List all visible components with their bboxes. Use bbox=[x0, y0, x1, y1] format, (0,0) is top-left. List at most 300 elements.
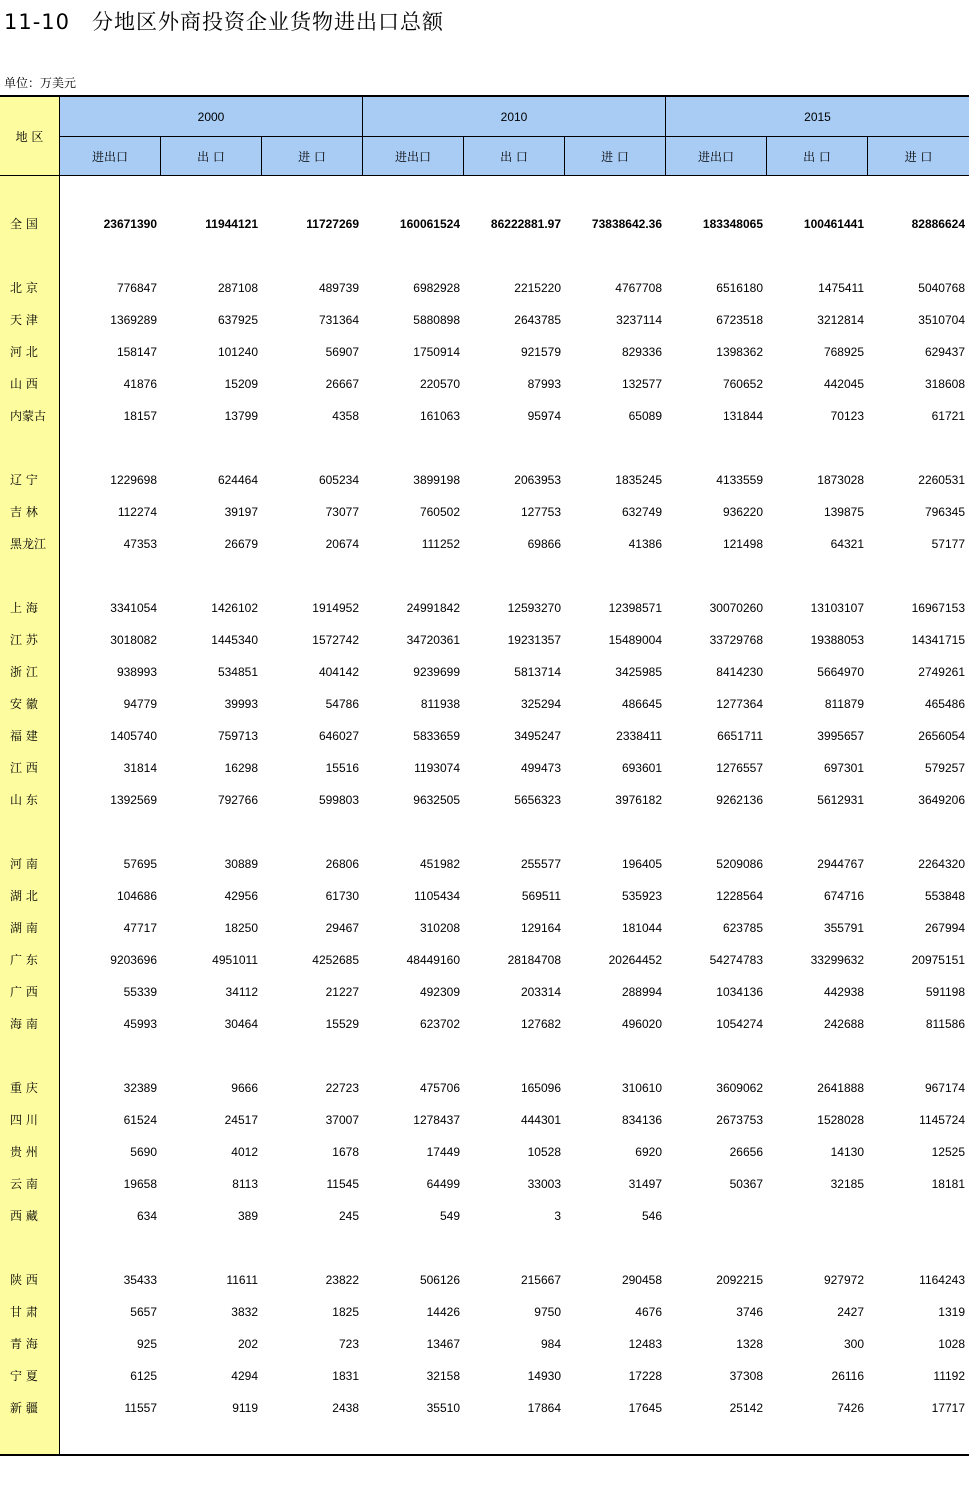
table-cell: 50367 bbox=[729, 1177, 763, 1191]
table-cell: 65089 bbox=[628, 409, 662, 423]
table-cell: 15489004 bbox=[608, 633, 662, 647]
table-cell: 4767708 bbox=[615, 281, 662, 295]
table-cell: 2749261 bbox=[918, 665, 965, 679]
table-cell: 30464 bbox=[224, 1017, 258, 1031]
table-cell: 760652 bbox=[722, 377, 763, 391]
table-cell: 95974 bbox=[527, 409, 561, 423]
region-name: 重 庆 bbox=[10, 1081, 38, 1095]
region-name: 福 建 bbox=[10, 729, 38, 743]
table-cell: 486645 bbox=[621, 697, 662, 711]
table-cell: 697301 bbox=[823, 761, 864, 775]
table-cell: 925 bbox=[136, 1337, 157, 1351]
table-cell: 1825 bbox=[332, 1305, 359, 1319]
region-name: 上 海 bbox=[10, 601, 38, 615]
table-cell: 1145724 bbox=[919, 1113, 965, 1127]
table-cell: 1229698 bbox=[110, 473, 157, 487]
table-cell: 776847 bbox=[116, 281, 157, 295]
table-row bbox=[0, 1200, 969, 1232]
table-row bbox=[0, 304, 969, 336]
table-cell: 921579 bbox=[520, 345, 561, 359]
table-cell: 3609062 bbox=[716, 1081, 763, 1095]
table-cell: 2215220 bbox=[514, 281, 561, 295]
region-name: 江 西 bbox=[10, 761, 38, 775]
table-cell: 15209 bbox=[224, 377, 258, 391]
table-cell: 26806 bbox=[325, 857, 359, 871]
table-cell: 811938 bbox=[420, 697, 460, 711]
table-row bbox=[0, 1328, 969, 1360]
table-cell: 9203696 bbox=[110, 953, 157, 967]
region-name: 黑龙江 bbox=[10, 537, 47, 551]
table-row bbox=[0, 272, 969, 304]
table-cell: 4133559 bbox=[716, 473, 763, 487]
table-cell: 158147 bbox=[116, 345, 157, 359]
table-cell: 104686 bbox=[116, 889, 157, 903]
table-cell: 6516180 bbox=[716, 281, 763, 295]
table-cell: 1445340 bbox=[211, 633, 258, 647]
table-cell: 203314 bbox=[520, 985, 561, 999]
table-cell: 202 bbox=[237, 1337, 258, 1351]
subheader-export: 出 口 bbox=[767, 137, 868, 176]
table-cell: 33299632 bbox=[810, 953, 864, 967]
table-cell: 475706 bbox=[419, 1081, 460, 1095]
table-cell: 300 bbox=[843, 1337, 864, 1351]
table-cell: 1277364 bbox=[716, 697, 763, 711]
table-cell: 13103107 bbox=[810, 601, 864, 615]
year-header-2010: 2010 bbox=[363, 97, 666, 137]
table-cell: 3832 bbox=[231, 1305, 258, 1319]
table-cell: 28184708 bbox=[507, 953, 561, 967]
table-cell: 2427 bbox=[837, 1305, 864, 1319]
table-cell: 32158 bbox=[426, 1369, 460, 1383]
table-cell: 442938 bbox=[823, 985, 864, 999]
table-cell: 86222881.97 bbox=[490, 217, 561, 231]
table-cell: 811586 bbox=[925, 1017, 965, 1031]
table-cell: 1475411 bbox=[818, 281, 864, 295]
region-name: 内蒙古 bbox=[10, 409, 47, 423]
table-cell: 19658 bbox=[123, 1177, 157, 1191]
table-cell: 12593270 bbox=[507, 601, 561, 615]
table-cell: 100461441 bbox=[803, 217, 864, 231]
year-header-2015: 2015 bbox=[666, 97, 969, 137]
table-cell: 1193074 bbox=[414, 761, 460, 775]
table-cell: 1750914 bbox=[413, 345, 460, 359]
region-name: 江 苏 bbox=[10, 633, 38, 647]
table-cell: 19388053 bbox=[810, 633, 864, 647]
table-cell: 12525 bbox=[931, 1145, 965, 1159]
table-cell: 11944121 bbox=[205, 217, 258, 231]
table-cell: 64321 bbox=[830, 537, 864, 551]
table-cell: 569511 bbox=[521, 889, 561, 903]
table-cell: 57177 bbox=[931, 537, 965, 551]
table-cell: 3018082 bbox=[110, 633, 157, 647]
region-name: 海 南 bbox=[10, 1017, 38, 1031]
table-cell: 12483 bbox=[628, 1337, 662, 1351]
table-cell: 33003 bbox=[527, 1177, 561, 1191]
table-cell: 2641888 bbox=[817, 1081, 864, 1095]
table-cell: 465486 bbox=[924, 697, 965, 711]
table-cell: 17645 bbox=[628, 1401, 662, 1415]
region-name: 宁 夏 bbox=[10, 1369, 38, 1383]
table-cell: 131844 bbox=[722, 409, 763, 423]
table-cell: 1278437 bbox=[413, 1113, 460, 1127]
table-cell: 2438 bbox=[332, 1401, 359, 1415]
table-cell: 121498 bbox=[722, 537, 763, 551]
table-cell: 127682 bbox=[520, 1017, 561, 1031]
table-cell: 11557 bbox=[124, 1401, 157, 1415]
table-cell: 591198 bbox=[925, 985, 965, 999]
table-cell: 731364 bbox=[318, 313, 359, 327]
table-cell: 101240 bbox=[217, 345, 258, 359]
table-cell: 22723 bbox=[325, 1081, 359, 1095]
table-row bbox=[0, 528, 969, 560]
region-name: 北 京 bbox=[10, 281, 38, 295]
table-cell: 2264320 bbox=[918, 857, 965, 871]
table-cell: 18181 bbox=[931, 1177, 965, 1191]
table-cell: 325294 bbox=[520, 697, 561, 711]
table-cell: 37007 bbox=[325, 1113, 359, 1127]
table-cell: 3649206 bbox=[918, 793, 965, 807]
table-row bbox=[0, 1104, 969, 1136]
table-cell: 32185 bbox=[830, 1177, 864, 1191]
table-cell: 25142 bbox=[729, 1401, 763, 1415]
table-row bbox=[0, 656, 969, 688]
table-cell: 496020 bbox=[621, 1017, 662, 1031]
table-cell: 3495247 bbox=[514, 729, 561, 743]
table-cell: 6723518 bbox=[716, 313, 763, 327]
table-cell: 1678 bbox=[332, 1145, 359, 1159]
table-cell: 674716 bbox=[823, 889, 864, 903]
table-cell: 288994 bbox=[621, 985, 662, 999]
table-cell: 1528028 bbox=[817, 1113, 864, 1127]
table-cell: 2063953 bbox=[514, 473, 561, 487]
table-cell: 759713 bbox=[217, 729, 258, 743]
table-cell: 11727269 bbox=[306, 217, 359, 231]
table-cell: 18157 bbox=[123, 409, 157, 423]
table-cell: 5209086 bbox=[716, 857, 763, 871]
table-title: 分地区外商投资企业货物进出口总额 bbox=[92, 10, 445, 34]
table-cell: 24991842 bbox=[406, 601, 460, 615]
table-cell: 12398571 bbox=[608, 601, 662, 615]
table-row bbox=[0, 1392, 969, 1424]
table-cell: 1028 bbox=[938, 1337, 965, 1351]
table-cell: 534851 bbox=[217, 665, 258, 679]
table-cell: 82886624 bbox=[911, 217, 965, 231]
subheader-total: 进出口 bbox=[363, 137, 464, 176]
table-cell: 936220 bbox=[722, 505, 763, 519]
table-row bbox=[0, 1360, 969, 1392]
table-cell: 489739 bbox=[318, 281, 359, 295]
table-cell: 634 bbox=[136, 1209, 157, 1223]
table-cell: 5040768 bbox=[918, 281, 965, 295]
table-cell: 811879 bbox=[824, 697, 864, 711]
table-row bbox=[0, 368, 969, 400]
table-cell: 967174 bbox=[924, 1081, 965, 1095]
region-name: 青 海 bbox=[10, 1337, 38, 1351]
table-cell: 17449 bbox=[426, 1145, 460, 1159]
table-cell: 61524 bbox=[123, 1113, 157, 1127]
table-cell: 4676 bbox=[635, 1305, 662, 1319]
table-cell: 32389 bbox=[123, 1081, 157, 1095]
table-cell: 287108 bbox=[217, 281, 258, 295]
table-cell: 267994 bbox=[924, 921, 965, 935]
table-cell: 35510 bbox=[426, 1401, 460, 1415]
table-cell: 47717 bbox=[123, 921, 157, 935]
table-cell: 9666 bbox=[231, 1081, 258, 1095]
region-name: 广 东 bbox=[10, 953, 38, 967]
table-cell: 2673753 bbox=[716, 1113, 763, 1127]
table-row bbox=[0, 1136, 969, 1168]
region-name: 四 川 bbox=[10, 1113, 38, 1127]
subheader-total: 进出口 bbox=[60, 137, 161, 176]
table-row bbox=[0, 496, 969, 528]
table-cell: 1405740 bbox=[110, 729, 157, 743]
table-row bbox=[0, 944, 969, 976]
table-cell: 938993 bbox=[116, 665, 157, 679]
table-cell: 1572742 bbox=[312, 633, 359, 647]
table-cell: 181044 bbox=[621, 921, 662, 935]
table-cell: 723 bbox=[338, 1337, 359, 1351]
table-cell: 6982928 bbox=[413, 281, 460, 295]
table-cell: 64499 bbox=[426, 1177, 460, 1191]
table-cell: 4358 bbox=[332, 409, 359, 423]
subheader-import: 进 口 bbox=[565, 137, 666, 176]
table-cell: 6920 bbox=[635, 1145, 662, 1159]
table-cell: 3976182 bbox=[615, 793, 662, 807]
table-cell: 11611 bbox=[226, 1273, 258, 1287]
table-cell: 2092215 bbox=[716, 1273, 763, 1287]
table-cell: 7426 bbox=[837, 1401, 864, 1415]
table-cell: 41386 bbox=[628, 537, 662, 551]
table-row bbox=[0, 1168, 969, 1200]
table-row-total bbox=[0, 208, 969, 240]
data-table bbox=[0, 95, 969, 1456]
table-cell: 404142 bbox=[318, 665, 359, 679]
table-cell: 5612931 bbox=[817, 793, 864, 807]
region-name: 西 藏 bbox=[10, 1209, 38, 1223]
region-name: 吉 林 bbox=[10, 505, 38, 519]
table-cell: 161063 bbox=[419, 409, 460, 423]
table-cell: 41876 bbox=[123, 377, 157, 391]
region-name: 陕 西 bbox=[10, 1273, 38, 1287]
table-cell: 3212814 bbox=[817, 313, 864, 327]
table-cell: 3341054 bbox=[110, 601, 157, 615]
region-name: 辽 宁 bbox=[10, 473, 38, 487]
table-cell: 5664970 bbox=[817, 665, 864, 679]
table-cell: 506126 bbox=[419, 1273, 460, 1287]
table-cell: 9119 bbox=[232, 1401, 258, 1415]
table-cell: 4012 bbox=[231, 1145, 258, 1159]
table-cell: 1105434 bbox=[414, 889, 460, 903]
page-title bbox=[4, 6, 444, 36]
table-cell: 29467 bbox=[325, 921, 359, 935]
table-cell: 5880898 bbox=[413, 313, 460, 327]
table-cell: 39993 bbox=[224, 697, 258, 711]
table-cell: 16298 bbox=[224, 761, 258, 775]
table-cell: 215667 bbox=[520, 1273, 561, 1287]
year-header-2000: 2000 bbox=[60, 97, 363, 137]
table-cell: 1835245 bbox=[615, 473, 662, 487]
table-cell: 3425985 bbox=[615, 665, 662, 679]
region-name: 河 北 bbox=[10, 345, 38, 359]
region-name: 天 津 bbox=[10, 313, 38, 327]
table-cell: 127753 bbox=[520, 505, 561, 519]
table-cell: 3 bbox=[554, 1209, 561, 1223]
table-cell: 624464 bbox=[217, 473, 258, 487]
table-cell: 34720361 bbox=[406, 633, 460, 647]
table-cell: 1164243 bbox=[919, 1273, 965, 1287]
table-cell: 139875 bbox=[823, 505, 864, 519]
table-cell: 451982 bbox=[419, 857, 460, 871]
table-cell: 599803 bbox=[318, 793, 359, 807]
table-cell: 13799 bbox=[224, 409, 258, 423]
table-cell: 14341715 bbox=[911, 633, 965, 647]
table-cell: 2643785 bbox=[514, 313, 561, 327]
table-cell: 132577 bbox=[621, 377, 662, 391]
table-cell: 4951011 bbox=[212, 953, 258, 967]
region-name: 安 徽 bbox=[10, 697, 38, 711]
table-cell: 444301 bbox=[520, 1113, 561, 1127]
table-row bbox=[0, 336, 969, 368]
table-cell: 10528 bbox=[527, 1145, 561, 1159]
table-cell: 37308 bbox=[729, 1369, 763, 1383]
table-cell: 245 bbox=[338, 1209, 359, 1223]
table-cell: 39197 bbox=[224, 505, 258, 519]
table-number: 11-10 bbox=[4, 10, 71, 34]
table-cell: 1873028 bbox=[817, 473, 864, 487]
table-cell: 220570 bbox=[419, 377, 460, 391]
table-cell: 6125 bbox=[130, 1369, 157, 1383]
table-cell: 2338411 bbox=[616, 729, 662, 743]
table-cell: 87993 bbox=[527, 377, 561, 391]
table-row bbox=[0, 880, 969, 912]
table-cell: 73838642.36 bbox=[591, 217, 662, 231]
table-cell: 310610 bbox=[621, 1081, 662, 1095]
table-cell: 579257 bbox=[924, 761, 965, 775]
table-cell: 33729768 bbox=[709, 633, 763, 647]
table-cell: 693601 bbox=[621, 761, 662, 775]
table-cell: 242688 bbox=[823, 1017, 864, 1031]
table-cell: 646027 bbox=[318, 729, 359, 743]
table-cell: 1831 bbox=[332, 1369, 359, 1383]
table-cell: 34112 bbox=[225, 985, 258, 999]
table-row bbox=[0, 752, 969, 784]
table-cell: 1054274 bbox=[716, 1017, 763, 1031]
table-cell: 492309 bbox=[419, 985, 460, 999]
region-name: 山 西 bbox=[10, 377, 38, 391]
table-cell: 14426 bbox=[426, 1305, 460, 1319]
table-cell: 160061524 bbox=[399, 217, 460, 231]
table-cell: 17717 bbox=[931, 1401, 965, 1415]
table-cell: 3746 bbox=[736, 1305, 763, 1319]
table-cell: 9750 bbox=[534, 1305, 561, 1319]
table-row bbox=[0, 400, 969, 432]
region-name: 贵 州 bbox=[10, 1145, 38, 1159]
table-row bbox=[0, 624, 969, 656]
table-cell: 112274 bbox=[117, 505, 157, 519]
table-cell: 605234 bbox=[318, 473, 359, 487]
table-cell: 30070260 bbox=[709, 601, 763, 615]
subheader-export: 出 口 bbox=[161, 137, 262, 176]
table-cell: 3510704 bbox=[918, 313, 965, 327]
table-cell: 11192 bbox=[933, 1369, 965, 1383]
table-row bbox=[0, 1296, 969, 1328]
table-cell: 17228 bbox=[628, 1369, 662, 1383]
table-cell: 8414230 bbox=[716, 665, 763, 679]
table-cell: 61730 bbox=[325, 889, 359, 903]
table-cell: 442045 bbox=[823, 377, 864, 391]
table-row bbox=[0, 848, 969, 880]
table-cell: 35433 bbox=[123, 1273, 157, 1287]
table-cell: 5690 bbox=[130, 1145, 157, 1159]
table-cell: 535923 bbox=[621, 889, 662, 903]
table-cell bbox=[666, 1200, 767, 1232]
table-cell: 18250 bbox=[224, 921, 258, 935]
table-cell: 16967153 bbox=[911, 601, 965, 615]
table-cell: 165096 bbox=[520, 1081, 561, 1095]
table-cell: 834136 bbox=[621, 1113, 662, 1127]
table-cell: 3237114 bbox=[616, 313, 662, 327]
table-cell: 57695 bbox=[123, 857, 157, 871]
table-cell: 984 bbox=[540, 1337, 561, 1351]
table-row bbox=[0, 1008, 969, 1040]
table-cell: 11545 bbox=[326, 1177, 359, 1191]
region-name: 全 国 bbox=[10, 217, 38, 231]
region-header: 地 区 bbox=[0, 97, 60, 175]
table-cell: 5657 bbox=[130, 1305, 157, 1319]
table-cell: 47353 bbox=[123, 537, 157, 551]
table-cell: 318608 bbox=[924, 377, 965, 391]
table-cell bbox=[868, 1200, 969, 1232]
table-cell: 19231357 bbox=[507, 633, 561, 647]
table-cell: 2944767 bbox=[817, 857, 864, 871]
table-cell: 546 bbox=[641, 1209, 662, 1223]
table-cell: 1369289 bbox=[110, 313, 157, 327]
table-cell: 13467 bbox=[426, 1337, 460, 1351]
table-row bbox=[0, 720, 969, 752]
subheader-export: 出 口 bbox=[464, 137, 565, 176]
table-cell: 4252685 bbox=[312, 953, 359, 967]
region-name: 山 东 bbox=[10, 793, 38, 807]
table-cell: 355791 bbox=[823, 921, 864, 935]
table-cell: 31814 bbox=[123, 761, 157, 775]
table-cell: 26667 bbox=[325, 377, 359, 391]
table-cell: 56907 bbox=[325, 345, 359, 359]
table-cell: 499473 bbox=[520, 761, 561, 775]
table-cell: 3995657 bbox=[817, 729, 864, 743]
region-name: 云 南 bbox=[10, 1177, 38, 1191]
table-cell: 1034136 bbox=[716, 985, 763, 999]
table-header bbox=[0, 95, 969, 176]
table-cell: 829336 bbox=[621, 345, 662, 359]
table-cell: 20264452 bbox=[608, 953, 662, 967]
table-row bbox=[0, 784, 969, 816]
table-body bbox=[0, 176, 969, 1456]
table-row bbox=[0, 1264, 969, 1296]
table-cell: 73077 bbox=[325, 505, 359, 519]
table-cell: 5656323 bbox=[514, 793, 561, 807]
table-cell: 310208 bbox=[419, 921, 460, 935]
table-cell: 196405 bbox=[621, 857, 662, 871]
table-cell: 1276557 bbox=[716, 761, 763, 775]
table-cell: 45993 bbox=[123, 1017, 157, 1031]
table-cell: 389 bbox=[237, 1209, 258, 1223]
region-name: 广 西 bbox=[10, 985, 38, 999]
table-cell: 54786 bbox=[325, 697, 359, 711]
table-cell: 31497 bbox=[628, 1177, 662, 1191]
subheader-import: 进 口 bbox=[904, 150, 933, 164]
table-cell: 927972 bbox=[823, 1273, 864, 1287]
table-cell: 30889 bbox=[224, 857, 258, 871]
